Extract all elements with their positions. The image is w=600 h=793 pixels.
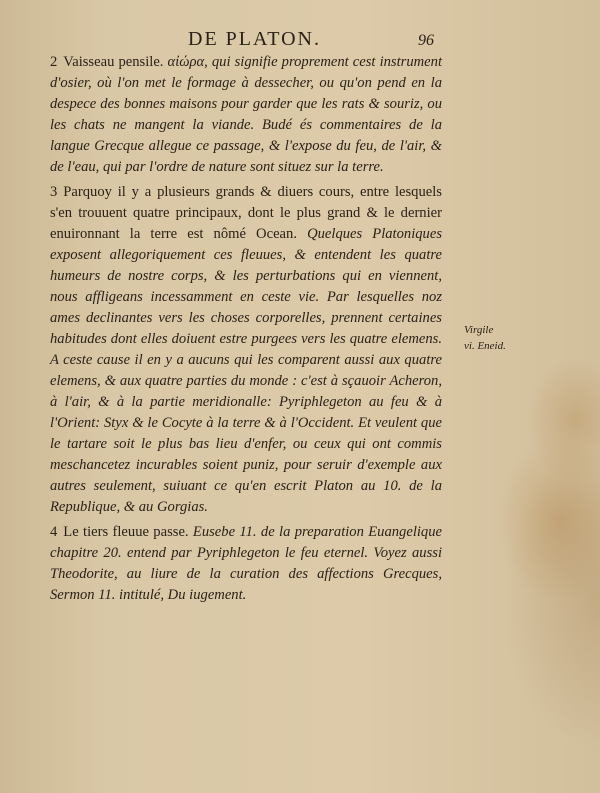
lemma: Vaisseau pensile. [63,54,164,70]
marginal-note [464,322,506,354]
page-number: 96 [418,32,434,49]
commentary: Quelques Platoniques exposent allegoriquement ces fleuues, & entendent les quatre humeurs de nostre corps, & les perturbations qui en viennent, nous affligeans incessamment en ceste vie. Par lesquelles noz ames declinantes vers les choses corporelles, prennent certaines habitudes dont elles doiuent estre purgees vers les quatre elemens. A ceste cause il en y a aucuns qui les comparent aussi aux quatre elemens, & aux quatre parties du monde : c'est à sçauoir Acheron, à l'air, & à la partie meridionalle: Pyriphlegeton au feu & à l'Orient: Styx & le Cocyte à la terre & à l'Occident. Et veulent que le tartare soit le plus bas lieu d'enfer, ou ceux qui ont commis meschancetez incurables soient puniz, pour seruir d'exemple aux autres seulement, suiuant ce qu'en escrit Platon au 10. de la Republique, & au Gorgias. [50,226,443,515]
commentary: Eusebe 11. de la preparation Euangelique chapitre 20. entend par Pyriphlegeton le feu eternel. Voyez aussi Theodorite, au liure de la curation des affections Grecques, Sermon 11. intitulé, Du iugement. [50,524,443,603]
lemma: Le tiers fleuue passe. [63,524,189,540]
note-number: 2 [50,54,58,70]
commentary: αἰώρα, qui signifie proprement cest instrument d'osier, où l'on met le formage à dessecher, ou qu'on pend en la despece des bonnes maisons pour garder que les rats & souriz, ou les chats ne mangent la viande. Budé és commentaires de la langue Grecque allegue ce passage, & l'expose du feu, de l'air, & de l'eau, qui par l'ordre de nature sont situez sur la terre. [50,54,442,175]
lemma: Parquoy il y a plusieurs grands & diuers cours, entre lesquels s'en trouuent quatre principaux, dont le plus grand & le dernier enuironnant la terre est nômé Ocean. [50,184,442,242]
note-number: 3 [50,184,58,200]
paragraph-2 [50,52,442,178]
note-number: 4 [50,524,58,540]
marginal-note-line: vi. Eneid. [464,340,506,352]
text-block [50,52,442,610]
paragraph-4 [50,522,442,606]
marginal-note-line: Virgile [464,324,494,336]
paragraph-3 [50,182,442,518]
running-head: DE PLATON. [188,28,321,50]
